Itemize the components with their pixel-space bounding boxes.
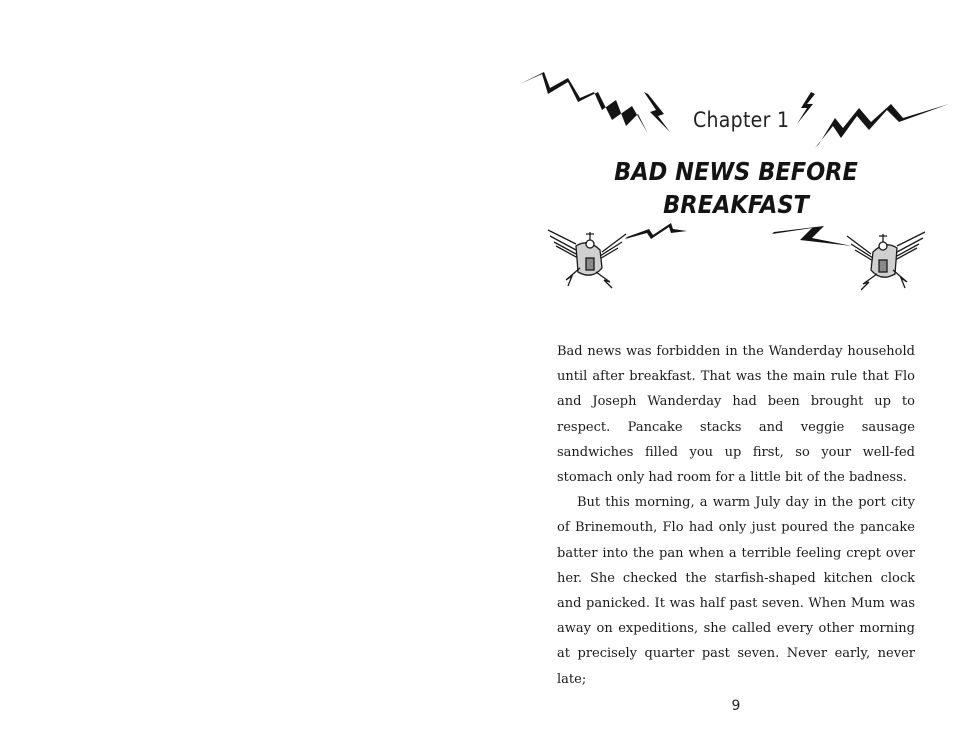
chapter-body-text	[557, 339, 915, 692]
paragraph: But this morning, a warm July day in the port city of Brinemouth, Flo had only just poured the pancake batter into the pan when a terrible feeling crept over her. She checked the starfish-shaped kitchen clock and panicked. It was half past seven. When Mum was away on expeditions, she called every other morning at precisely quarter past seven. Never early, never late;	[557, 495, 915, 687]
chapter-label: Chapter 1	[693, 108, 790, 132]
mechanical-bird-icon	[845, 226, 927, 292]
lightning-bolt-icon	[772, 226, 852, 248]
lightning-bolt-icon	[640, 92, 674, 136]
page-number: 9	[731, 698, 741, 714]
chapter-title: BAD NEWS BEFORE BREAKFAST	[614, 157, 858, 219]
lightning-bolt-icon	[625, 223, 687, 243]
paragraph: Bad news was forbidden in the Wanderday household until after breakfast. That was the main rule that Flo and Joseph Wanderday had been brought up to respect. Pancake stacks and veggie sausage sandwiches filled you up first, so your well-fed stomach only had room for a little bit of the badness.	[557, 344, 915, 486]
lightning-bolt-icon	[815, 100, 951, 156]
mechanical-bird-icon	[546, 224, 628, 290]
